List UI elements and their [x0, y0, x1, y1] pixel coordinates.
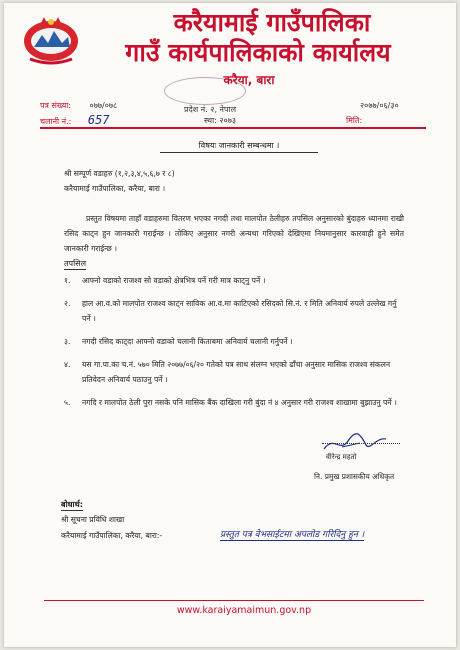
list-item: [64, 334, 404, 349]
office-name: गाउँ कार्यपालिकाको कार्यालय: [125, 38, 391, 67]
nepal-emblem-icon: [20, 13, 82, 65]
item-number: २.: [64, 299, 71, 308]
cc-handwritten-note: प्रस्तुत पत्र वेभसाईटमा अपलोड गरिदिनु हुन ।: [220, 527, 364, 540]
website-link[interactable]: www.karaiyamaimun.gov.np: [176, 605, 312, 616]
signature-line: [322, 443, 400, 444]
cc-recipient: श्री सूचना प्रविधि शाखा: [61, 515, 125, 524]
cc-address: करैयामाई गाउँपालिका, करैया, बारा:-: [61, 531, 163, 540]
letter-page: [4, 3, 456, 647]
date-label: मिति:: [346, 116, 363, 125]
ref-label: पत्र संख्या:: [40, 101, 71, 110]
subject-line: विषयः जानकारी सम्बन्धमा ।: [154, 140, 324, 151]
office-address: करैया, बारा: [223, 73, 275, 87]
date-top: २०७७/०६/३०: [360, 101, 399, 110]
list-item: [64, 395, 404, 410]
item-text: आफ्नो वडाको राजश्व सो वडाको क्षेत्रभित्र पर्ने गरी मात्र काट्नु पर्ने ।: [82, 276, 266, 285]
item-text: यस गा.पा.का च.नं. ५७० मिति २०७७/०६/२० गतेको पत्र साथ संलग्न भएको ढाँचा अनुसार मासिक राजश्व संकलन प्रतिवेदन अनिवार्य पठाउनु पर्ने ।: [82, 360, 391, 384]
ref-number: [40, 100, 117, 111]
list-item: [64, 273, 404, 288]
item-number: ५.: [64, 398, 71, 407]
dispatch-label: चलानी नं.:: [40, 117, 72, 126]
item-text: हाल आ.व.को मालपोत राजश्व काट्न साविक आ.व.मा काटिएको रसिदको सि.नं. र मिति अनिवार्य रुपले उल्लेख गर्नु पर्ने ।: [82, 299, 397, 323]
municipality-name: करैयामाई गाउँपालिका: [173, 8, 371, 37]
item-number: ४.: [64, 360, 71, 369]
established-text: स्था: २०७३: [204, 116, 237, 125]
signatory-name: वीरेन्द्र महतो: [326, 453, 357, 461]
body-paragraph: प्रस्तुत विषयमा ताहाँ वडाहरुमा वितरण भएका नगदी तथा मालपोत ठेलीहरु तपसिल अनुसारको बुंदाहरु ध्यानमा राखी रसिद काट्न हुन जानकारी गराईन्छ । तोकिए अनुसार नगरी अन्यथा गरिएको देखिएमा नियमानुसार कारवाही हुने समेत जानकारी गराईन्छ ।: [64, 214, 404, 253]
item-number: १.: [64, 276, 71, 285]
recipient-line1: श्री सम्पूर्ण वडाहरु (१,२,३,४,५,६,७ र ८): [64, 169, 175, 178]
province-text: प्रदेश नं. २, नेपाल: [184, 105, 237, 114]
dispatch-value: 657: [87, 113, 110, 127]
item-number: ३.: [64, 337, 71, 346]
schedule-heading: तपसिल: [64, 259, 87, 268]
dispatch-number: [40, 113, 110, 127]
item-text: नगदी रसिद काट्दा आफ्नो वडाको चलानी किताबमा अनिवार्य चलानी गर्नुपर्ने ।: [82, 337, 293, 346]
recipient-line2: करैयामाई गाउँपालिका, करैया, बारा ।: [64, 184, 166, 193]
cc-label: बोधार्थ:: [61, 500, 83, 509]
ref-value: ०७७/०७८: [89, 101, 118, 110]
header-divider: [40, 127, 426, 129]
item-text: नगदि र मालपोत ठेली पुरा नसके पनि मासिक बैंक दाखिला गरी बुंदा नं ४ अनुसार गरी राजश्व शाखामा बुझाउनु पर्ने ।: [82, 398, 397, 407]
footer-divider: [44, 600, 424, 601]
signatory-title: नि. प्रमुख प्रशासकीय अधिकृत: [314, 472, 395, 481]
list-item: [64, 357, 404, 387]
list-item: [64, 296, 404, 326]
